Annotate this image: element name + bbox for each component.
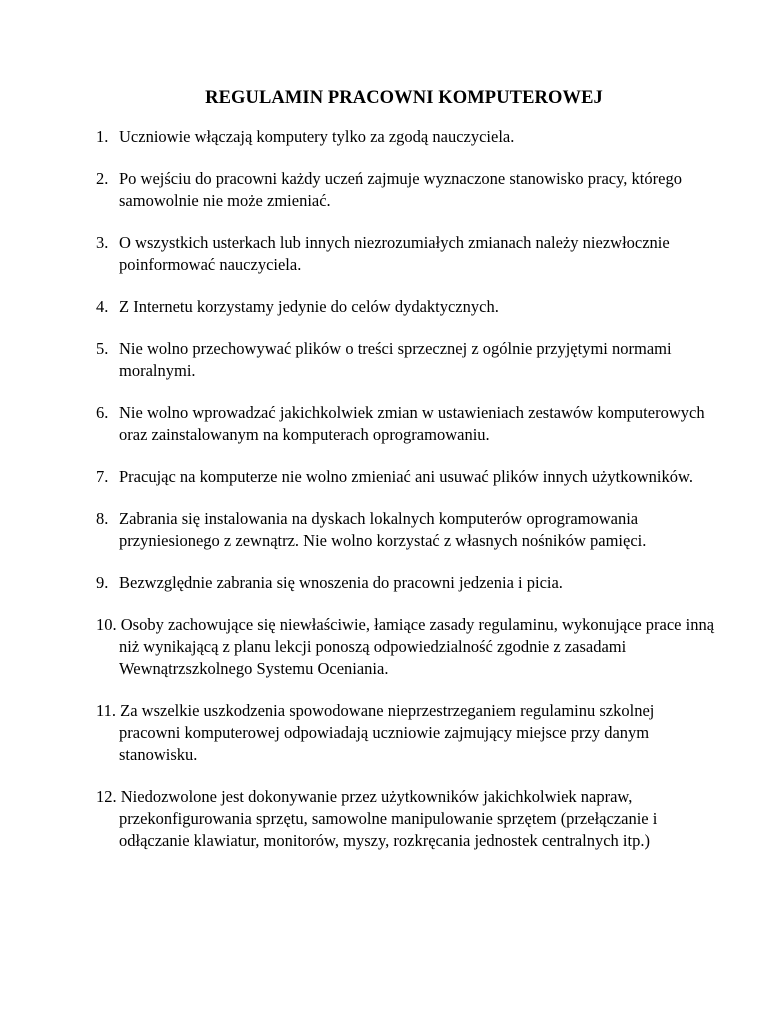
rule-number: 11. (96, 701, 121, 720)
rule-number: 3. (96, 233, 109, 252)
rule-item (96, 700, 716, 766)
rule-number: 10. (96, 615, 121, 634)
rule-text: Po wejściu do pracowni każdy uczeń zajmuje wyznaczone stanowisko pracy, którego samowolnie nie może zmieniać. (119, 169, 682, 210)
rule-number: 6. (96, 403, 109, 422)
rule-text: Zabrania się instalowania na dyskach lokalnych komputerów oprogramowania przyniesionego z zewnątrz. Nie wolno korzystać z własnych nośników pamięci. (119, 509, 647, 550)
rule-number: 1. (96, 127, 109, 146)
rule-text: Nie wolno przechowywać plików o treści sprzecznej z ogólnie przyjętymi normami moralnymi. (119, 339, 672, 380)
rule-item (96, 168, 716, 212)
rule-item (96, 508, 716, 552)
rule-number: 2. (96, 169, 109, 188)
rule-text: Nie wolno wprowadzać jakichkolwiek zmian w ustawieniach zestawów komputerowych oraz zainstalowanym na komputerach oprogramowaniu. (119, 403, 705, 444)
rule-text: Uczniowie włączają komputery tylko za zgodą nauczyciela. (119, 127, 515, 146)
rule-number: 12. (96, 787, 121, 806)
rule-item (96, 614, 716, 680)
rule-item (96, 572, 716, 594)
rule-text: Za wszelkie uszkodzenia spowodowane nieprzestrzeganiem regulaminu szkolnej pracowni komputerowej odpowiadają uczniowie zajmujący miejsce przy danym stanowisku. (119, 701, 655, 764)
rule-item (96, 466, 716, 488)
rule-text: O wszystkich usterkach lub innych niezrozumiałych zmianach należy niezwłocznie poinformować nauczyciela. (119, 233, 670, 274)
rule-text: Z Internetu korzystamy jedynie do celów dydaktycznych. (119, 297, 499, 316)
rule-number: 7. (96, 467, 109, 486)
rule-item (96, 786, 716, 852)
rule-item (96, 402, 716, 446)
rule-number: 8. (96, 509, 109, 528)
rule-item (96, 296, 716, 318)
rule-item (96, 126, 716, 148)
rule-item (96, 232, 716, 276)
rules-list (96, 126, 716, 872)
rule-number: 4. (96, 297, 109, 316)
rule-text: Niedozwolone jest dokonywanie przez użytkowników jakichkolwiek napraw, przekonfigurowania sprzętu, samowolne manipulowanie sprzętem (przełączanie i odłączanie klawiatur, monitorów, myszy, rozkręcania jednostek centralnych itp.) (119, 787, 658, 850)
rule-number: 5. (96, 339, 109, 358)
rule-text: Bezwzględnie zabrania się wnoszenia do pracowni jedzenia i picia. (119, 573, 563, 592)
rule-item (96, 338, 716, 382)
rule-text: Pracując na komputerze nie wolno zmieniać ani usuwać plików innych użytkowników. (119, 467, 693, 486)
document-title: REGULAMIN PRACOWNI KOMPUTEROWEJ (205, 88, 603, 108)
rule-number: 9. (96, 573, 109, 592)
rule-text: Osoby zachowujące się niewłaściwie, łamiące zasady regulaminu, wykonujące prace inną niż wynikającą z planu lekcji ponoszą odpowiedzialność zgodnie z zasadami Wewnątrzszkolnego Systemu Oceniania. (119, 615, 715, 678)
